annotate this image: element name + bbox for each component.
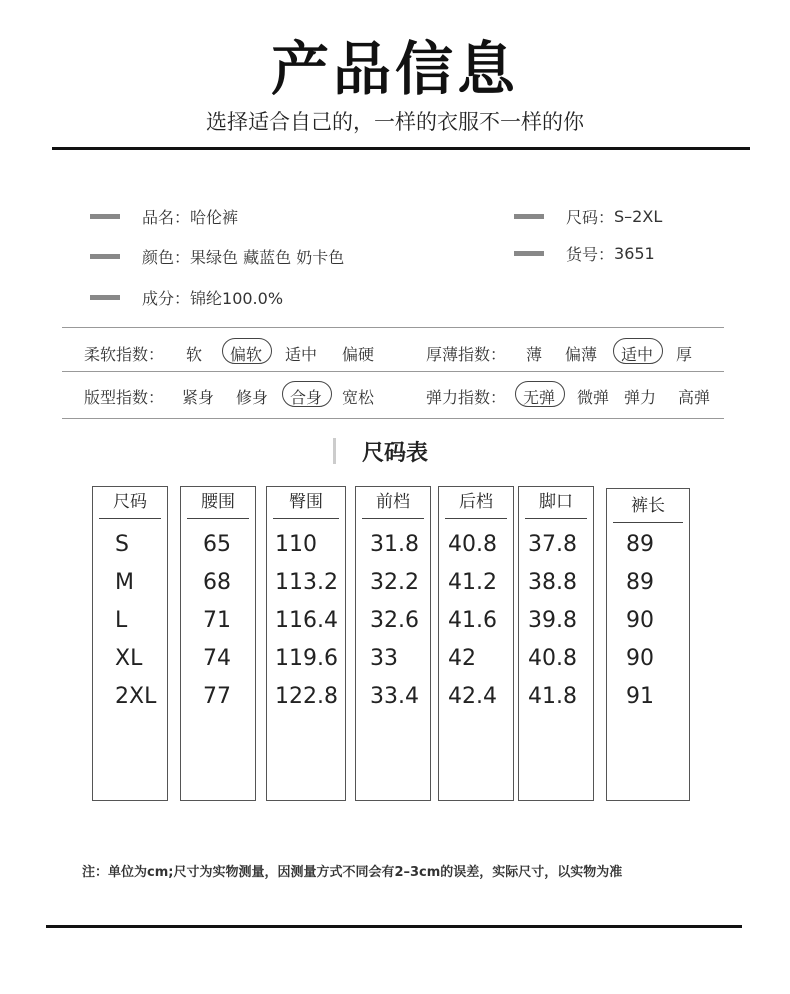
- index-option-selected: 无弹: [523, 388, 556, 407]
- table-cell: 38.8: [528, 570, 577, 595]
- index-divider-bottom: [62, 418, 724, 419]
- table-cell: 68: [203, 570, 231, 595]
- table-cell: 39.8: [528, 608, 577, 633]
- table-cell: 71: [203, 608, 231, 633]
- index-option: 适中: [285, 345, 318, 364]
- index-label: 版型指数：: [84, 388, 165, 407]
- table-cell: 33.4: [370, 684, 419, 709]
- table-cell: L: [115, 608, 128, 633]
- page-title: 产品信息: [270, 35, 519, 103]
- info-value: S–2XL: [614, 207, 663, 226]
- info-size: [514, 205, 662, 228]
- table-cell: 119.6: [275, 646, 338, 671]
- table-cell: XL: [115, 646, 143, 671]
- table-cell: 41.6: [448, 608, 497, 633]
- table-cell: 40.8: [528, 646, 577, 671]
- column-header: 臀围: [273, 487, 339, 519]
- index-label: 柔软指数：: [84, 345, 165, 364]
- table-cell: 37.8: [528, 532, 577, 557]
- table-cell: 91: [626, 684, 654, 709]
- column-header: 前档: [362, 487, 424, 519]
- table-cell: 89: [626, 532, 654, 557]
- index-option-selected: 适中: [621, 345, 654, 364]
- bullet-dash: [90, 295, 120, 300]
- info-value: 果绿色 藏蓝色 奶卡色: [190, 248, 345, 267]
- info-label: 成分：: [142, 289, 191, 308]
- index-divider-top: [62, 327, 724, 328]
- info-value: 哈伦裤: [190, 208, 239, 227]
- column-header: 腰围: [187, 487, 249, 519]
- bullet-dash: [514, 251, 544, 256]
- index-option: 软: [186, 345, 203, 364]
- info-color: [90, 245, 344, 268]
- index-option: 厚: [676, 345, 693, 364]
- index-option: 微弹: [577, 388, 610, 407]
- table-cell: 32.6: [370, 608, 419, 633]
- table-cell: 90: [626, 608, 654, 633]
- table-cell: 89: [626, 570, 654, 595]
- info-label: 品名：: [142, 208, 191, 227]
- index-option-selected: 合身: [290, 388, 323, 407]
- index-option: 高弹: [678, 388, 711, 407]
- table-cell: 41.8: [528, 684, 577, 709]
- index-option: 紧身: [182, 388, 215, 407]
- measurement-note: 注：单位为cm;尺寸为实物测量，因测量方式不同会有2–3cm的误差，实际尺寸，以实物为准: [82, 865, 623, 880]
- table-cell: 74: [203, 646, 231, 671]
- info-sku: [514, 242, 655, 265]
- bottom-divider: [46, 925, 742, 928]
- info-material: [90, 286, 283, 309]
- index-divider-mid: [62, 371, 724, 372]
- info-value: 3651: [614, 244, 655, 263]
- info-name: [90, 205, 238, 228]
- bullet-dash: [514, 214, 544, 219]
- table-cell: 110: [275, 532, 317, 557]
- table-cell: 113.2: [275, 570, 338, 595]
- table-cell: 41.2: [448, 570, 497, 595]
- page-subtitle: 选择适合自己的，一样的衣服不一样的你: [206, 110, 584, 134]
- index-option: 宽松: [342, 388, 375, 407]
- table-cell: 32.2: [370, 570, 419, 595]
- info-label: 颜色：: [142, 248, 191, 267]
- size-table-title: 尺码表: [361, 441, 428, 466]
- index-option: 偏硬: [342, 345, 375, 364]
- info-label: 货号：: [566, 245, 615, 264]
- index-option: 修身: [236, 388, 269, 407]
- column-header: 裤长: [613, 491, 683, 523]
- column-header: 脚口: [525, 487, 587, 519]
- index-label: 弹力指数：: [426, 388, 507, 407]
- index-option: 薄: [526, 345, 543, 364]
- table-cell: 42.4: [448, 684, 497, 709]
- table-cell: 42: [448, 646, 476, 671]
- index-option: 弹力: [624, 388, 657, 407]
- table-cell: 90: [626, 646, 654, 671]
- index-label: 厚薄指数：: [426, 345, 507, 364]
- top-divider: [52, 147, 750, 150]
- table-cell: 33: [370, 646, 398, 671]
- column-header: 尺码: [99, 487, 161, 519]
- bullet-dash: [90, 214, 120, 219]
- table-cell: 122.8: [275, 684, 338, 709]
- index-option: 偏薄: [565, 345, 598, 364]
- table-cell: M: [115, 570, 134, 595]
- table-cell: 40.8: [448, 532, 497, 557]
- table-cell: 31.8: [370, 532, 419, 557]
- info-label: 尺码：: [566, 208, 615, 227]
- table-cell: 77: [203, 684, 231, 709]
- index-option-selected: 偏软: [230, 345, 263, 364]
- column-header: 后档: [445, 487, 507, 519]
- bullet-dash: [90, 254, 120, 259]
- table-cell: 116.4: [275, 608, 338, 633]
- table-cell: 65: [203, 532, 231, 557]
- table-cell: 2XL: [115, 684, 157, 709]
- info-value: 锦纶100.0%: [190, 289, 284, 308]
- size-column: [92, 486, 168, 801]
- table-cell: S: [115, 532, 129, 557]
